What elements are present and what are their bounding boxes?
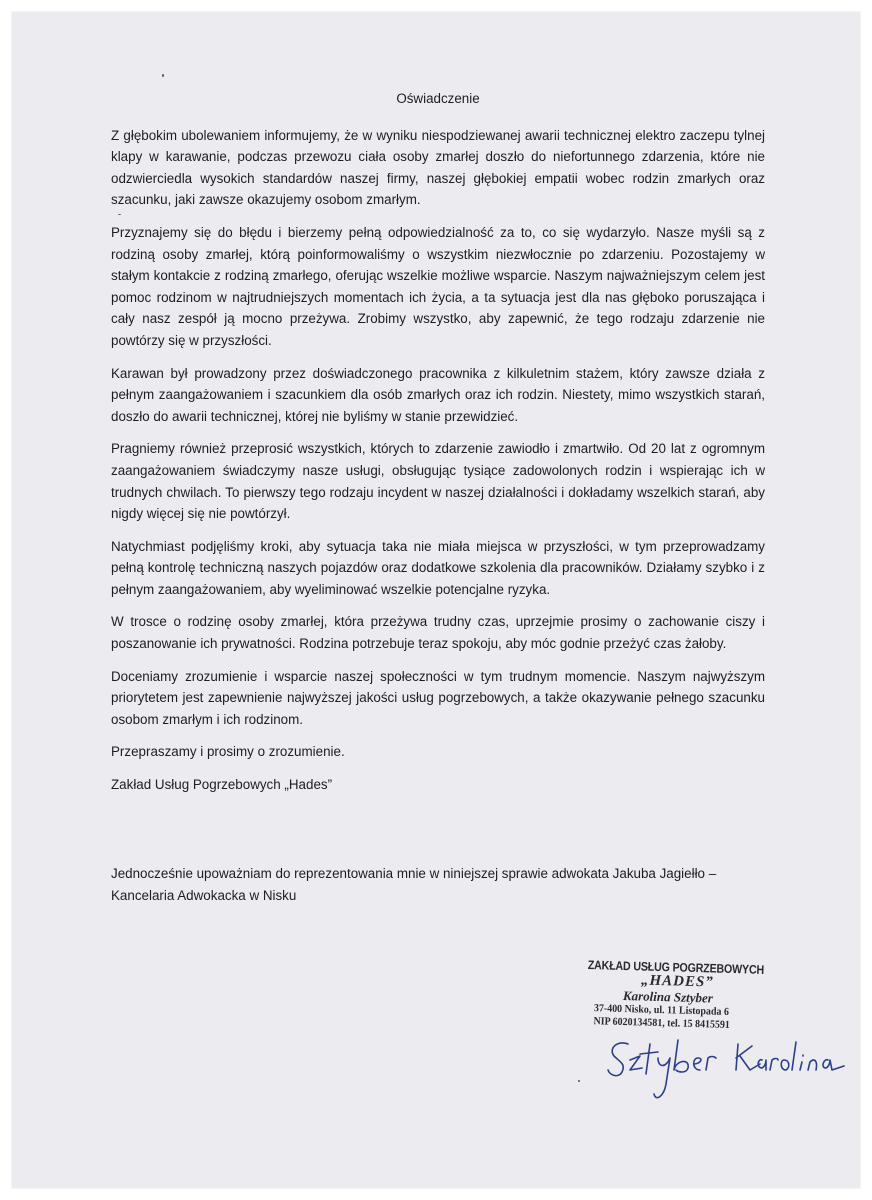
paragraph-privacy: W trosce o rodzinę osoby zmarłej, która przeżywa trudny czas, uprzejmie prosimy o zachowanie ciszy i poszanowanie ich prywatności. Rodzina potrzebuje teraz spokoju, aby móc godnie przeżyć czas żałoby. [111, 614, 765, 652]
stamp-brand-line: „HADES” [640, 972, 715, 991]
scan-speck [162, 74, 164, 77]
statement-body [111, 88, 765, 807]
company-stamp [586, 958, 788, 1034]
stamp-owner-line: Karolina Sztyber [622, 987, 714, 1006]
apology-line: Przepraszamy i prosimy o zrozumienie. [111, 744, 345, 760]
paragraph-driver: Karawan był prowadzony przez doświadczonego pracownika z kilkuletnim stażem, który zawsze działa z pełnym zaangażowaniem i szacunkiem dla osób zmarłych oraz ich rodzin. Niestety, mimo wszystkich starań, doszło do awarii technicznej, której nie byliśmy w stanie przewidzieć. [111, 365, 765, 424]
document-title: Oświadczenie [396, 91, 480, 106]
paragraph-actions: Natychmiast podjęliśmy kroki, aby sytuacja taka nie miała miejsca w przyszłości, w tym przeprowadzamy pełną kontrolę techniczną naszych pojazdów oraz dodatkowe szkolenia dla pracowników. Działamy szybko i z pełnym zaangażowaniem, aby wyeliminować wszelkie potencjalne ryzyka. [111, 538, 765, 597]
paragraph-gratitude: Doceniamy zrozumienie i wsparcie naszej społeczności w tym trudnym momencie. Naszym najwyższym priorytetem jest zapewnienie najwyższej jakości usług pogrzebowych, a także okazywanie pełnego szacunku osobom zmarłym i ich rodzinom. [111, 668, 765, 727]
handwritten-signature [600, 1030, 860, 1110]
paragraph-apology-community: Pragniemy również przeprosić wszystkich, których to zdarzenie zawiodło i zmartwiło. Od 20 lat z ogromnym zaangażowaniem świadczymy nasze usługi, obsługując tysiące zadowolonych rodzin i wspierając ich w trudnych chwilach. To pierwszy tego rodzaju incydent w naszej działalności i dokładamy wszelkich starań, aby nigdy więcej się nie powtórzył. [111, 441, 765, 522]
company-sign-off: Zakład Usług Pogrzebowych „Hades” [111, 777, 333, 793]
paragraph-responsibility: Przyznajemy się do błędu i bierzemy pełną odpowiedzialność za to, co się wydarzyło. Nasze myśli są z rodziną osoby zmarłej, którą poinformowaliśmy o wszystkim niezwłocznie po zdarzeniu. Pozostajemy w stałym kontakcie z rodziną zmarłego, oferując wszelkie możliwe wsparcie. Naszym najważniejszym celem jest pomoc rodzinom w najtrudniejszych momentach ich życia, a ta sytuacja jest dla nas głęboko poruszająca i cały nasz zespół ją mocno przeżywa. Zrobimy wszystko, aby zapewnić, że tego rodzaju zdarzenie nie powtórzy się w przyszłości. [111, 224, 765, 348]
scan-speck [578, 1080, 580, 1082]
stamp-tax-line: NIP 6020134581, tel. 15 8415591 [593, 1015, 731, 1031]
paragraph-apology-intro: Z głębokim ubolewaniem informujemy, że w wyniku niespodziewanej awarii technicznej elektro zaczepu tylnej klapy w karawanie, podczas przewozu ciała osoby zmarłej doszło do niefortunnego zdarzenia, które nie odzwierciedla wysokich standardów naszej firmy, naszej głębokiej empatii wobec rodzin zmarłych oraz szacunku, jaki zawsze okazujemy osobom zmarłym. [111, 127, 765, 208]
stamp-address-line: 37-400 Nisko, ul. 11 Listopada 6 [593, 1002, 730, 1018]
authorization-note: Jednocześnie upoważniam do reprezentowania mnie w niniejszej sprawie adwokata Jakuba Jagiełło – Kancelaria Adwokacka w Nisku [111, 866, 717, 903]
stamp-company-line: ZAKŁAD USŁUG POGRZEBOWYCH [587, 958, 765, 977]
